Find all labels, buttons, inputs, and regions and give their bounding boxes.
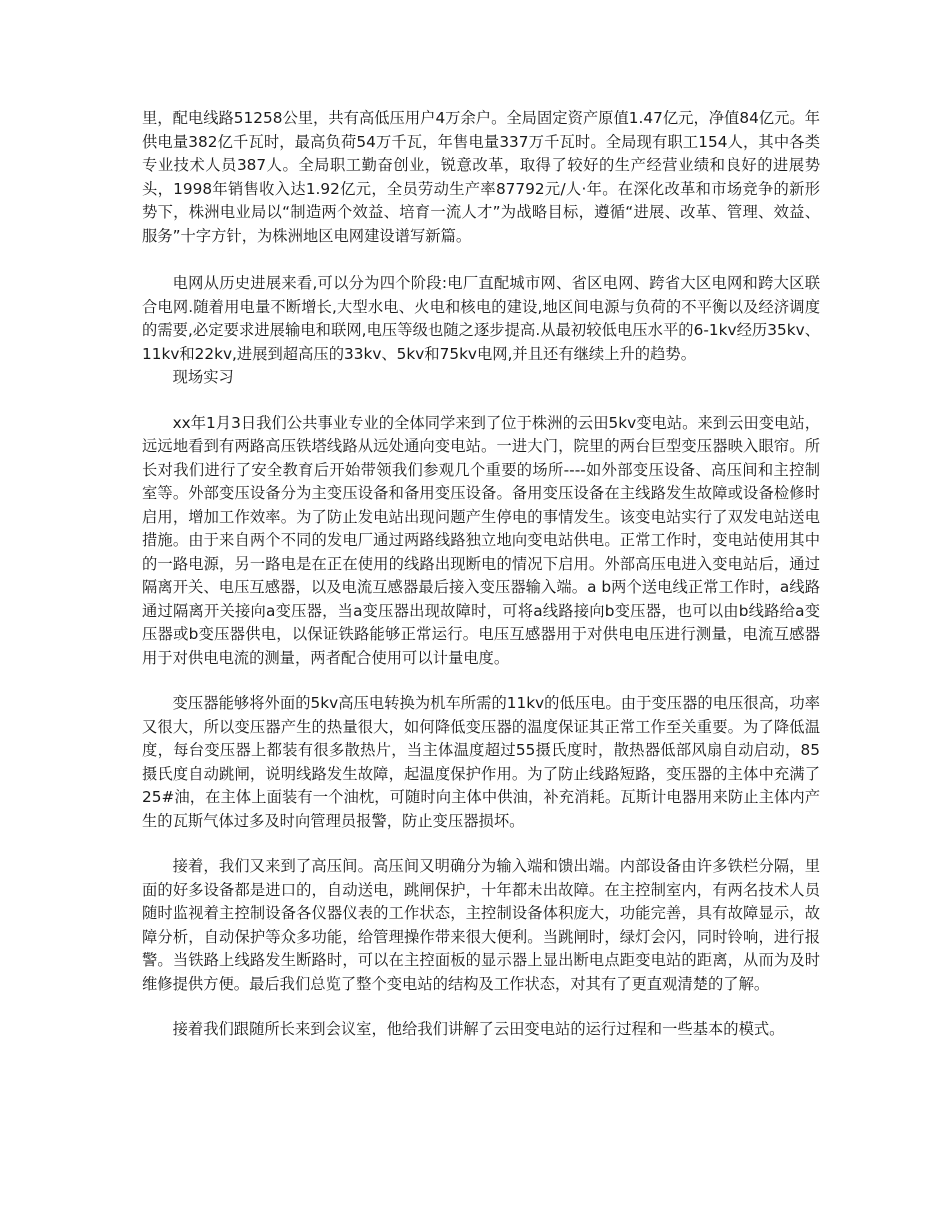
paragraph-substation-visit: xx年1月3日我们公共事业专业的全体同学来到了位于株洲的云田5kv变电站。来到云田变电站，远远地看到有两路高压铁塔线路从远处通向变电站。一进大门，院里的两台巨型变压器映入眼帘。所长对我们进行了安全教育后开始带领我们参观几个重要的场所----如外部变压设备、高压间和主控制室等。外部变压设备分为主变压设备和备用变压设备。备用变压设备在主线路发生故障或设备检修时启用，增加工作效率。为了防止发电站出现问题产生停电的事情发生。该变电站实行了双发电站送电措施。由于来自两个不同的发电厂通过两路线路独立地向变电站供电。正常工作时，变电站使用其中的一路电源，另一路电是在正在使用的线路出现断电的情况下启用。外部高压电进入变电站后，通过隔离开关、电压互感器，以及电流互感器最后接入变压器输入端。a b两个送电线正常工作时，a线路通过隔离开关接向a变压器，当a变压器出现故障时，可将a线路接向b变压器，也可以由b线路给a变压器或b变压器供电，以保证铁路能够正常运行。电压互感器用于对供电电压进行测量，电流互感器用于对供电电流的测量，两者配合使用可以计量电度。	[142, 413, 820, 667]
paragraph-company-stats: 里，配电线路51258公里，共有高低压用户4万余户。全局固定资产原值1.47亿元，净值84亿元。年供电量382亿千瓦时，最高负荷54万千瓦，年售电量337万千瓦时。全局现有职工154人，其中各类专业技术人员387人。全局职工勤奋创业，锐意改革，取得了较好的生产经营业绩和良好的进展势头，1998年销售收入达1.92亿元，全员劳动生产率87792元/人·年。在深化改革和市场竞争的新形势下，株洲电业局以“制造两个效益、培育一流人才”为战略目标，遵循“进展、改革、管理、效益、服务”十字方针，为株洲地区电网建设谱写新篇。	[142, 109, 820, 245]
section-heading-field-practice: 现场实习	[172, 368, 234, 386]
paragraph-high-voltage-room: 接着，我们又来到了高压间。高压间又明确分为输入端和馈出端。内部设备由许多铁栏分隔，里面的好多设备都是进口的，自动送电，跳闸保护，十年都未出故障。在主控制室内，有两名技术人员随时监视着主控制设备各仪器仪表的工作状态，主控制设备体积庞大，功能完善，具有故障显示，故障分析，自动保护等众多功能，给管理操作带来很大便利。当跳闸时，绿灯会闪，同时铃响，进行报警。当铁路上线路发生断路时，可以在主控面板的显示器上显出断电点距变电站的距离，从而为及时维修提供方便。最后我们总览了整个变电站的结构及工作状态，对其有了更直观清楚的了解。	[142, 857, 820, 993]
document-page	[142, 107, 820, 1042]
paragraph-meeting-room: 接着我们跟随所长来到会议室，他给我们讲解了云田变电站的运行过程和一些基本的模式。	[172, 1020, 785, 1038]
paragraph-grid-history: 电网从历史进展来看,可以分为四个阶段:电厂直配城市网、省区电网、跨省大区电网和跨大区联合电网.随着用电量不断增长,大型水电、火电和核电的建设,地区间电源与负荷的不平衡以及经济调度的需要,必定要求进展输电和联网,电压等级也随之逐步提高.从最初较低电压水平的6-1kv经历35kv、11kv和22kv,进展到超高压的33kv、5kv和75kv电网,并且还有继续上升的趋势。	[142, 274, 820, 363]
paragraph-transformer: 变压器能够将外面的5kv高压电转换为机车所需的11kv的低压电。由于变压器的电压很高，功率又很大，所以变压器产生的热量很大，如何降低变压器的温度保证其正常工作至关重要。为了降低温度，每台变压器上都装有很多散热片，当主体温度超过55摄氏度时，散热器低部风扇自动启动，85摄氏度自动跳闸，说明线路发生故障，起温度保护作用。为了防止线路短路，变压器的主体中充满了25#油，在主体上面装有一个油枕，可随时向主体中供油，补充消耗。瓦斯计电器用来防止主体内产生的瓦斯气体过多及时向管理员报警，防止变压器损坏。	[142, 694, 820, 830]
